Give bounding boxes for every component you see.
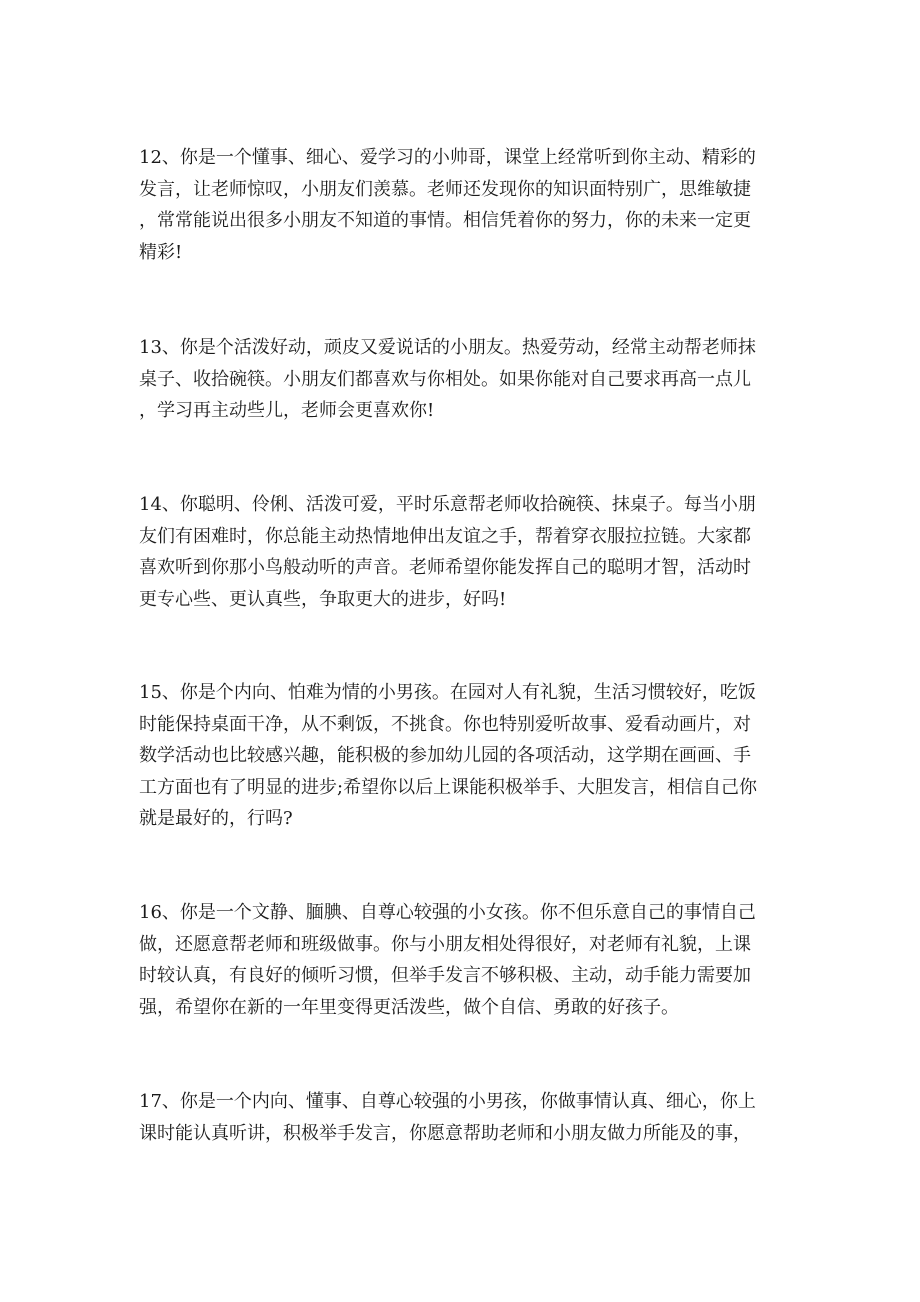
paragraph-line: 17、你是一个内向、懂事、自尊心较强的小男孩，你做事情认真、细心，你上 (139, 1091, 756, 1112)
paragraph-14 (139, 489, 789, 615)
paragraph-line: 喜欢听到你那小鸟般动听的声音。老师希望你能发挥自己的聪明才智，活动时 (139, 557, 751, 578)
paragraph-line: 发言，让老师惊叹，小朋友们羡慕。老师还发现你的知识面特别广，思维敏捷 (139, 178, 751, 200)
paragraph-line: 13、你是个活泼好动，顽皮又爱说话的小朋友。热爱劳动，经常主动帮老师抹 (139, 337, 756, 358)
paragraph-line: 强，希望你在新的一年里变得更活泼些，做个自信、勇敢的好孩子。 (139, 996, 679, 1018)
paragraph-line: 更专心些、更认真些，争取更大的进步，好吗! (139, 588, 507, 610)
paragraph-15 (139, 677, 789, 835)
paragraph-line: 14、你聪明、伶俐、活泼可爱，平时乐意帮老师收拾碗筷、抹桌子。每当小朋 (139, 494, 756, 515)
paragraph-line: ，学习再主动些儿，老师会更喜欢你! (139, 400, 435, 421)
paragraph-line: 友们有困难时，你总能主动热情地伸出友谊之手，帮着穿衣服拉拉链。大家都 (139, 525, 751, 547)
paragraph-line: 时能保持桌面干净，从不剩饭，不挑食。你也特别爱听故事、爱看动画片，对 (139, 713, 751, 735)
paragraph-line: 15、你是个内向、怕难为情的小男孩。在园对人有礼貌，生活习惯较好，吃饭 (139, 682, 756, 703)
paragraph-line: 数学活动也比较感兴趣，能积极的参加幼儿园的各项活动，这学期在画画、手 (139, 745, 751, 766)
paragraph-line: 桌子、收拾碗筷。小朋友们都喜欢与你相处。如果你能对自己要求再高一点儿 (139, 368, 751, 390)
paragraph-16 (139, 897, 789, 1023)
paragraph-line: ，常常能说出很多小朋友不知道的事情。相信凭着你的努力，你的未来一定更 (139, 210, 751, 231)
paragraph-line: 12、你是一个懂事、细心、爱学习的小帅哥，课堂上经常听到你主动、精彩的 (139, 147, 756, 168)
paragraph-line: 工方面也有了明显的进步;希望你以后上课能积极举手、大胆发言，相信自己你 (139, 776, 758, 798)
paragraph-12 (139, 142, 789, 268)
paragraph-line: 课时能认真听讲，积极举手发言，你愿意帮助老师和小朋友做力所能及的事， (139, 1122, 751, 1144)
paragraph-line: 做，还愿意帮老师和班级做事。你与小朋友相处得很好，对老师有礼貌，上课 (139, 933, 751, 955)
paragraph-line: 时较认真，有良好的倾听习惯，但举手发言不够积极、主动，动手能力需要加 (139, 965, 751, 986)
paragraph-line: 精彩! (139, 241, 183, 263)
paragraph-13 (139, 332, 789, 427)
paragraph-line: 16、你是一个文静、腼腆、自尊心较强的小女孩。你不但乐意自己的事情自己 (139, 902, 756, 923)
paragraph-17 (139, 1086, 789, 1149)
paragraph-line: 就是最好的，行吗? (139, 808, 293, 829)
